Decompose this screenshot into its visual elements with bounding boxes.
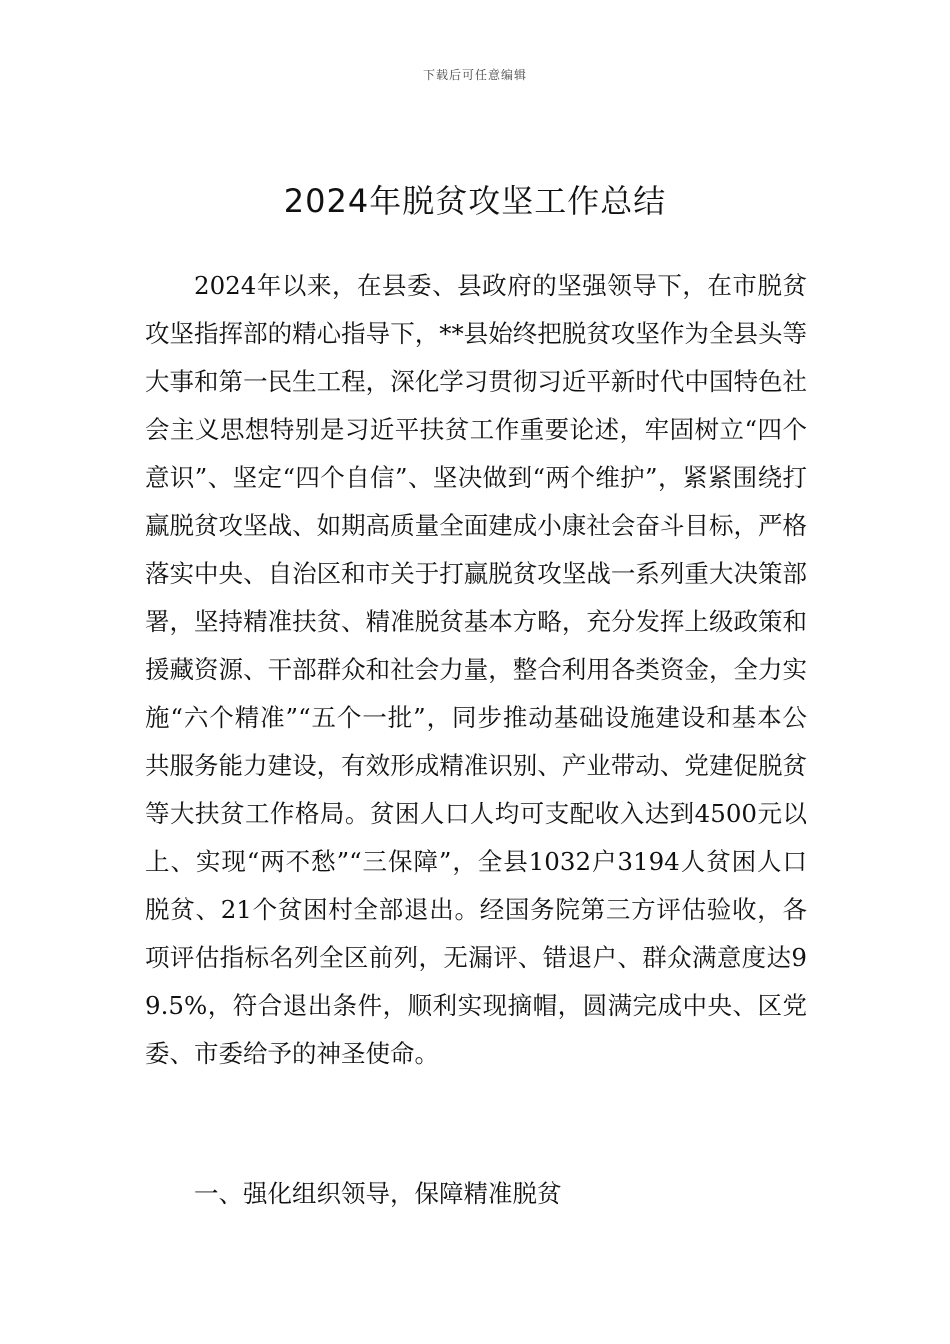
body-paragraph: 2024年以来，在县委、县政府的坚强领导下，在市脱贫攻坚指挥部的精心指导下，**县始终把脱贫攻坚作为全县头等大事和第一民生工程，深化学习贯彻习近平新时代中国特色社会主义思想特别是习近平扶贫工作重要论述，牢固树立“四个意识”、坚定“四个自信”、坚决做到“两个维护”，紧紧围绕打赢脱贫攻坚战、如期高质量全面建成小康社会奋斗目标，严格落实中央、自治区和市关于打赢脱贫攻坚战一系列重大决策部署，坚持精准扶贫、精准脱贫基本方略，充分发挥上级政策和援藏资源、干部群众和社会力量，整合利用各类资金，全力实施“六个精准”“五个一批”，同步推动基础设施建设和基本公共服务能力建设，有效形成精准识别、产业带动、党建促脱贫等大扶贫工作格局。贫困人口人均可支配收入达到4500元以上、实现“两不愁”“三保障”，全县1032户3194人贫困人口脱贫、21个贫困村全部退出。经国务院第三方评估验收，各项评估指标名列全区前列，无漏评、错退户、群众满意度达99.5%，符合退出条件，顺利实现摘帽，圆满完成中央、区党委、市委给予的神圣使命。 [145,271,807,1068]
document-title: 2024年脱贫攻坚工作总结 [283,182,667,220]
section-heading: 一、强化组织领导，保障精准脱贫 [194,1179,562,1208]
page-header-note: 下载后可任意编辑 [422,68,527,82]
